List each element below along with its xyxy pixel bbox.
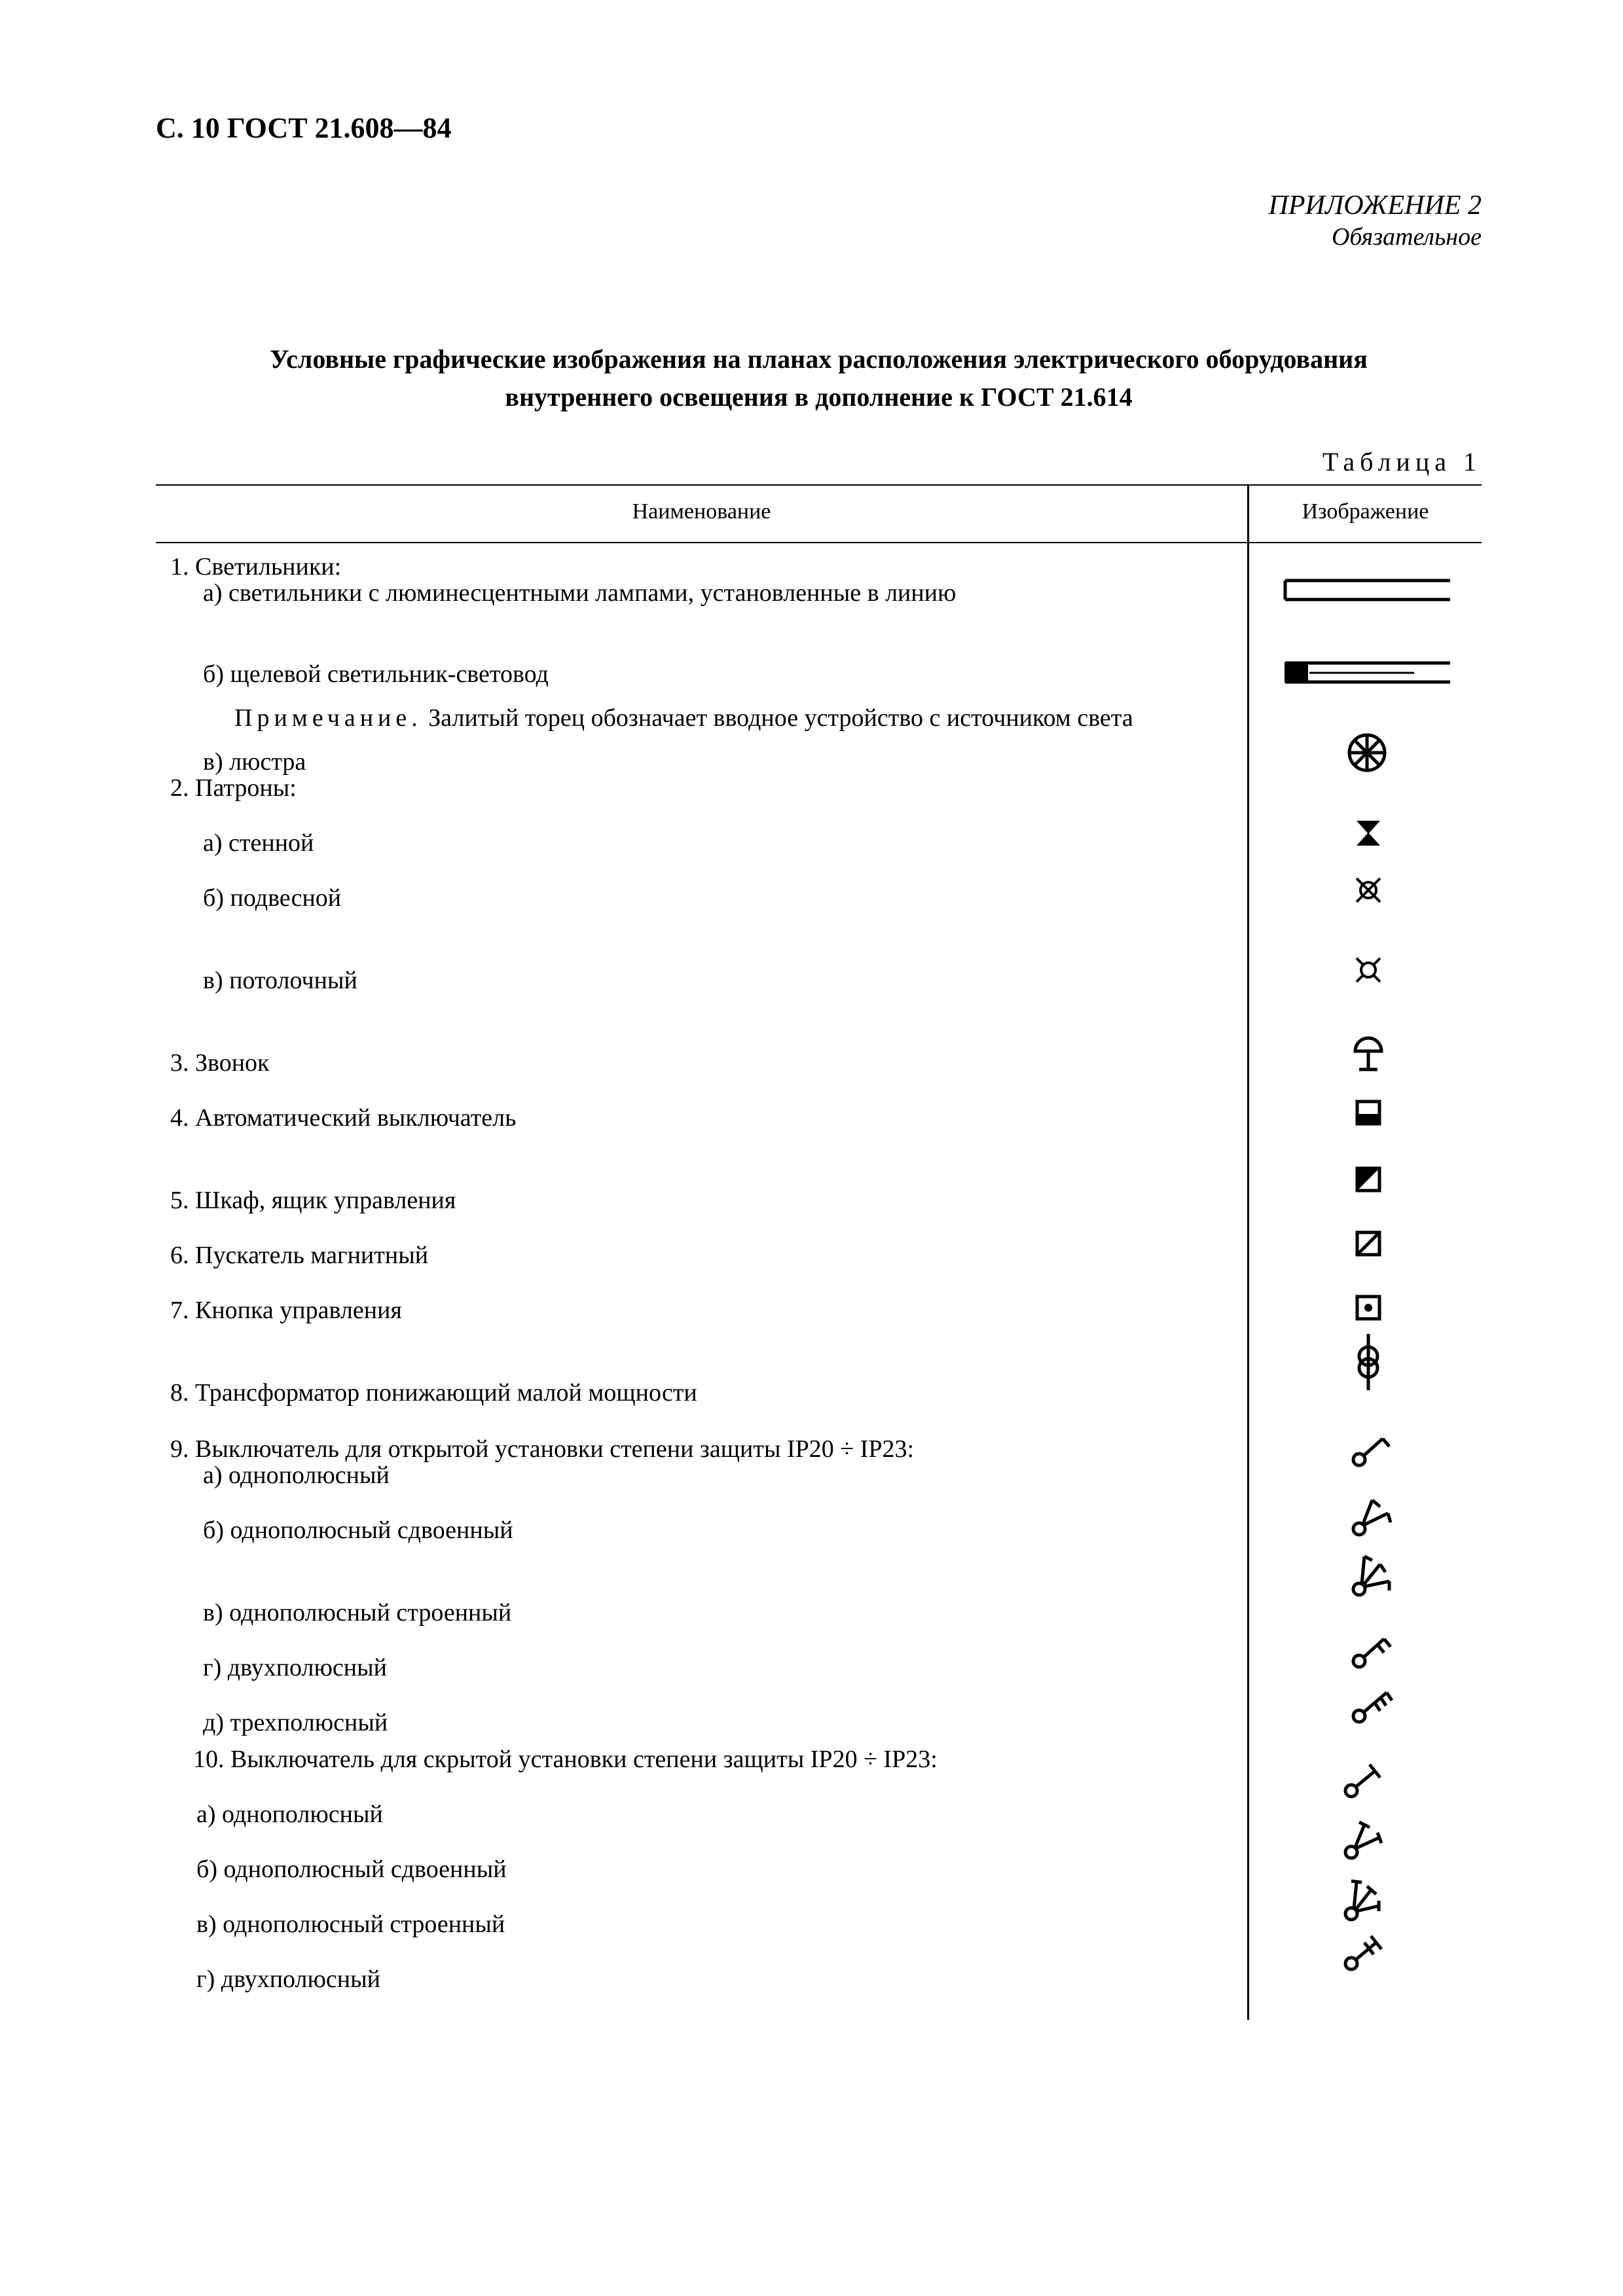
row-open-double: б) однополюсный сдвоенный bbox=[203, 1516, 513, 1544]
row-control-cabinet: 5. Шкаф, ящик управления bbox=[170, 1187, 456, 1214]
open-switch-three-pole-icon bbox=[1350, 1686, 1396, 1725]
appendix-title: ПРИЛОЖЕНИЕ 2 bbox=[1268, 190, 1482, 221]
row-open-two-pole: г) двухполюсный bbox=[203, 1654, 387, 1681]
row-magnetic-starter: 6. Пускатель магнитный bbox=[170, 1242, 429, 1269]
column-header-image: Изображение bbox=[1302, 499, 1429, 524]
appendix-block bbox=[1269, 190, 1482, 253]
circuit-breaker-icon bbox=[1355, 1100, 1381, 1126]
hidden-switch-two-pole-icon bbox=[1342, 1933, 1388, 1973]
chandelier-icon bbox=[1346, 732, 1388, 774]
row-fluorescent-line: а) светильники с люминесцентными лампами, установленные в линию bbox=[203, 579, 957, 607]
row-control-button: 7. Кнопка управления bbox=[170, 1297, 402, 1324]
step-down-transformer-icon bbox=[1353, 1333, 1384, 1391]
row-open-single-pole: а) однополюсный bbox=[203, 1462, 390, 1489]
page-header: С. 10 ГОСТ 21.608—84 bbox=[156, 112, 452, 144]
row-wall-lampholder: а) стенной bbox=[203, 829, 314, 857]
open-switch-single-pole-icon bbox=[1350, 1431, 1396, 1470]
row-open-three-pole: д) трехполюсный bbox=[203, 1709, 388, 1736]
note-text: Залитый торец обозначает вводное устройство с источником света bbox=[428, 704, 1133, 732]
column-header-name: Наименование bbox=[632, 499, 771, 524]
open-switch-double-icon bbox=[1350, 1494, 1396, 1539]
control-cabinet-icon bbox=[1355, 1166, 1381, 1193]
row-luminaires: 1. Светильники: bbox=[170, 553, 342, 581]
row-transformer: 8. Трансформатор понижающий малой мощности bbox=[170, 1379, 697, 1407]
table-caption: Таблица 1 bbox=[1322, 447, 1482, 476]
appendix-subtitle: Обязательное bbox=[1331, 223, 1482, 251]
hidden-switch-double-icon bbox=[1342, 1817, 1388, 1863]
row-lampholders: 2. Патроны: bbox=[170, 774, 297, 802]
magnetic-starter-icon bbox=[1355, 1230, 1381, 1257]
row-hidden-triple: в) однополюсный строенный bbox=[196, 1910, 505, 1938]
row-hidden-switches: 10. Выключатель для скрытой установки степени защиты IP20 ÷ IP23: bbox=[193, 1746, 938, 1773]
pendant-lampholder-icon bbox=[1354, 876, 1383, 905]
hidden-switch-triple-icon bbox=[1342, 1873, 1388, 1926]
open-switch-triple-icon bbox=[1350, 1549, 1396, 1601]
open-switch-two-pole-icon bbox=[1350, 1631, 1396, 1670]
row-chandelier: в) люстра bbox=[203, 748, 306, 776]
fluorescent-line-luminaire-icon bbox=[1283, 577, 1453, 603]
row-slot-light-guide: б) щелевой светильник-световод bbox=[203, 660, 549, 688]
table-column-divider bbox=[1247, 484, 1249, 2020]
row-note bbox=[234, 702, 1133, 734]
row-hidden-two-pole: г) двухполюсный bbox=[196, 1965, 380, 1993]
row-circuit-breaker: 4. Автоматический выключатель bbox=[170, 1104, 517, 1132]
ceiling-lampholder-icon bbox=[1354, 956, 1383, 984]
title-line-1: Условные графические изображения на планах расположения электрического оборудования bbox=[270, 344, 1368, 374]
note-label: Примечание. bbox=[234, 704, 422, 732]
row-hidden-single-pole: а) однополюсный bbox=[196, 1801, 383, 1828]
row-open-triple: в) однополюсный строенный bbox=[203, 1599, 512, 1626]
table-top-rule bbox=[156, 484, 1482, 486]
row-ceiling-lampholder: в) потолочный bbox=[203, 967, 357, 994]
title-line-2: внутреннего освещения в дополнение к ГОСТ 21.614 bbox=[505, 382, 1133, 412]
bell-icon bbox=[1353, 1034, 1384, 1073]
row-hidden-double: б) однополюсный сдвоенный bbox=[196, 1856, 507, 1883]
row-bell: 3. Звонок bbox=[170, 1049, 270, 1077]
wall-lampholder-icon bbox=[1354, 818, 1383, 848]
control-button-icon bbox=[1355, 1295, 1381, 1321]
slot-light-guide-icon bbox=[1283, 660, 1453, 686]
row-open-switches: 9. Выключатель для открытой установки степени защиты IP20 ÷ IP23: bbox=[170, 1435, 915, 1463]
hidden-switch-single-pole-icon bbox=[1342, 1762, 1388, 1801]
row-pendant-lampholder: б) подвесной bbox=[203, 884, 342, 912]
table-header-rule bbox=[156, 542, 1482, 543]
document-title bbox=[156, 340, 1482, 416]
